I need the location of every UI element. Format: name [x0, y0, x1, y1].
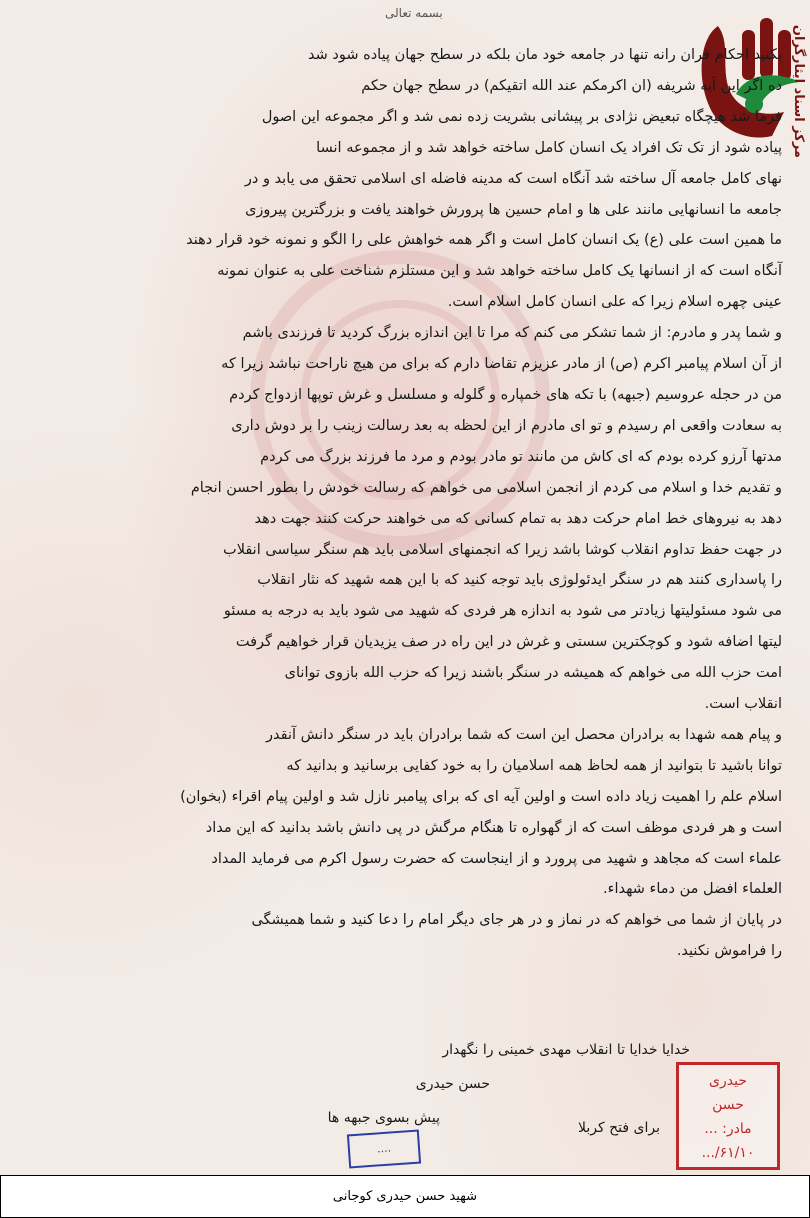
stamp-line: ۶۱/۱۰/...: [701, 1145, 755, 1161]
letter-line: من در حجله عروسیم (جبهه) با تکه های خمپاره و گلوله و مسلسل و غرش توپها ازدواج کردم: [229, 386, 782, 403]
letter-line: است و هر فردی موظف است که از گهواره تا هنگام مرگش در پی دانش باشد بدانید که این مداد: [205, 819, 782, 836]
letter-line: جامعه ما انسانهایی مانند علی ها و امام حسین ها پرورش خواهند یافت و بزرگترین پیروزی: [245, 201, 782, 218]
letter-line: توانا باشید تا بتوانید از همه لحاظ همه اسلامیان را به خود کفایی برسانید و بدانید که: [286, 757, 782, 774]
letter-line: را فراموش نکنید.: [676, 943, 782, 960]
letter-line: پیاده شود از تک تک افراد یک انسان کامل ساخته خواهد شد و از مجموعه انسا: [316, 139, 782, 156]
letter-line: ما همین است علی (ع) یک انسان کامل است و اگر همه خواهش علی را الگو و نمونه خود قرار دهند: [186, 232, 782, 249]
blue-stamp: ....: [347, 1130, 421, 1169]
letter-line: فرما شد هیچگاه تبعیض نژادی بر پیشانی بشریت زده نمی شد و اگر مجموعه این اصول: [261, 108, 782, 125]
caption-bar: [0, 1175, 810, 1218]
letter-line: ده اگر این آیه شریفه (ان اکرمکم عند الله اتقیکم) در سطح جهان حکم: [361, 77, 782, 94]
letter-line: می شود مسئولیتها زیادتر می شود به اندازه هر فردی که شهید می شود باید به درجه به مسئو: [223, 603, 782, 620]
stamp-line: حسن: [712, 1097, 744, 1113]
letter-line: و شما پدر و مادرم: از شما تشکر می کنم که مرا تا این اندازه بزرگ کردید تا فرزندی باشم: [242, 325, 782, 342]
letter-line: عینی چهره اسلام زیرا که علی انسان کامل اسلام است.: [447, 294, 782, 311]
letter-line: امت حزب الله می خواهم که همیشه در سنگر باشند زیرا که حزب الله بازوی توانای: [284, 665, 782, 682]
letter-line: بکنید احکام قران رانه تنها در جامعه خود مان بلکه در سطح جهان پیاده شود شد: [308, 47, 782, 63]
red-archive-stamp: [676, 1062, 780, 1170]
letter-body: [22, 40, 782, 1050]
letter-line: از آن اسلام پیامبر اکرم (ص) از مادر عزیزم تقاضا دارم که برای من هیچ ناراحت نباشد زیرا که: [221, 356, 782, 373]
signature-name: حسن حیدری: [415, 1076, 490, 1092]
letter-line: دهد به نیروهای خط امام حرکت دهد به تمام کسانی که می خواهند حرکت کنند جهت دهد: [254, 510, 782, 527]
letter-line: انقلاب است.: [704, 696, 782, 713]
caption-text: شهید حسن حیدری کوجانی: [332, 1189, 478, 1204]
header-mark: بسمه تعالی: [385, 6, 443, 20]
letter-line: را پاسداری کنند هم در سنگر ایدئولوژی باید توجه کنید که با این همه شهید که نثار انقلاب: [257, 572, 782, 589]
letter-line: لیتها اضافه شود و کوچکترین سستی و غرش در این راه در صف یزیدیان قرار خواهیم گرفت: [235, 634, 782, 651]
letter-line: و پیام همه شهدا به برادران محصل این است که شما برادران باید در سنگر دانش آنقدر: [266, 726, 782, 743]
letter-line: علماء است که مجاهد و شهید می پرورد و از اینجاست که حضرت رسول اکرم می فرماید المداد: [211, 850, 782, 867]
letter-line: در پایان از شما می خواهم که در نماز و در هر جای دیگر امام را دعا کنید و شما همیشگی: [251, 912, 782, 929]
letter-line: نهای کامل جامعه آل ساخته شد آنگاه است که مدینه فاضله ای اسلامی تحقق می یابد و در: [244, 170, 782, 187]
letter-line: مدتها آرزو کرده بودم که ای کاش من مانند تو مادر بودم و مرد ما فرزند بزرگ می کردم: [260, 448, 782, 465]
closing-right-line: پیش بسوی جبهه ها: [327, 1110, 440, 1126]
archive-logo-text: مرکز اسناد ایثارگران: [791, 24, 806, 158]
letter-line: اسلام علم را اهمیت زیاد داده است و اولین آیه ای که برای پیامبر نازل شد و اولین پیام اقراء (بخوان): [180, 788, 782, 805]
stamp-line: مادر: ...: [704, 1121, 752, 1137]
closing-prayer: خدایا خدایا تا انقلاب مهدی خمینی را نگهدار: [442, 1042, 690, 1058]
letter-line: العلماء افضل من دماء شهداء.: [603, 881, 782, 898]
closing-left-line: برای فتح کربلا: [578, 1120, 660, 1136]
letter-line: و تقدیم خدا و اسلام می کردم از انجمن اسلامی می خواهم که رسالت خودش را بطور احسن انجام: [190, 479, 782, 496]
letter-line: به سعادت واقعی ام رسیدم و تو ای مادرم از این لحظه به بعد رسالت زینب را بر دوش داری: [231, 417, 782, 434]
letter-line: در جهت حفظ تداوم انقلاب کوشا باشد زیرا که انجمنهای اسلامی باید هم سنگر سیاسی انقلاب: [223, 541, 782, 558]
letter-line: آنگاه است که از انسانها یک کامل ساخته خواهد شد و این مستلزم شناخت علی به عنوان نمونه: [217, 263, 782, 280]
stamp-line: حیدری: [709, 1073, 747, 1089]
